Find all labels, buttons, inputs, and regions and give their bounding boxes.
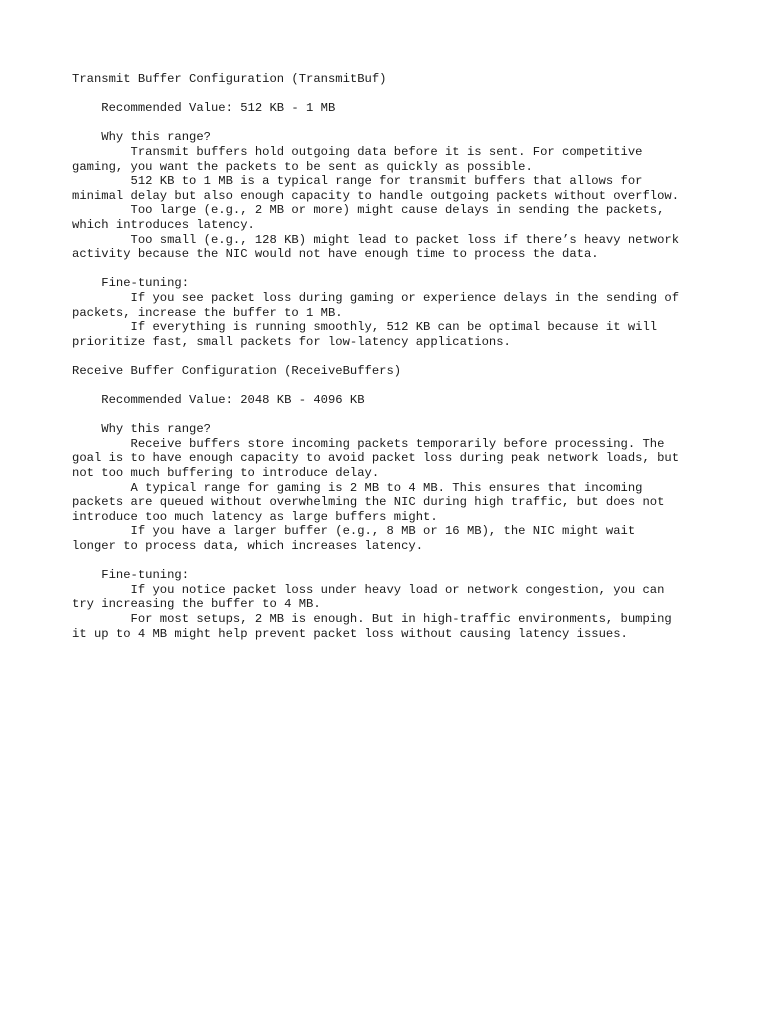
receive-why-line: not too much buffering to introduce delay. (72, 466, 380, 481)
transmit-why-heading: Why this range? (72, 130, 211, 145)
receive-why-line: If you have a larger buffer (e.g., 8 MB or 16 MB), the NIC might wait (72, 524, 636, 539)
receive-why-line: packets are queued without overwhelming the NIC during high traffic, but does not (72, 495, 665, 510)
spacer (72, 87, 712, 102)
receive-why-heading: Why this range? (72, 422, 211, 437)
receive-why-line: Receive buffers store incoming packets temporarily before processing. The (72, 436, 665, 451)
transmit-why-line: which introduces latency. (72, 217, 255, 232)
spacer (72, 116, 712, 131)
transmit-fine-tuning-line: If you see packet loss during gaming or experience delays in the sending of (72, 290, 680, 305)
receive-fine-tuning-line: it up to 4 MB might help prevent packet loss without causing latency issues. (72, 626, 628, 641)
receive-why-line: goal is to have enough capacity to avoid packet loss during peak network loads, but (72, 451, 680, 466)
receive-why-line: A typical range for gaming is 2 MB to 4 MB. This ensures that incoming (72, 480, 643, 495)
receive-recommended-value: Recommended Value: 2048 KB - 4096 KB (72, 393, 365, 408)
receive-why-line: introduce too much latency as large buffers might. (72, 509, 438, 524)
transmit-heading: Transmit Buffer Configuration (TransmitBuf) (72, 72, 387, 86)
document-page (72, 72, 712, 641)
receive-fine-tuning-line: try increasing the buffer to 4 MB. (72, 597, 321, 612)
spacer (72, 349, 712, 364)
transmit-why-line: gaming, you want the packets to be sent as quickly as possible. (72, 159, 533, 174)
spacer (72, 378, 712, 393)
transmit-why-line: Too small (e.g., 128 KB) might lead to packet loss if there’s heavy network (72, 232, 680, 247)
spacer (72, 554, 712, 569)
receive-fine-tuning-line: For most setups, 2 MB is enough. But in high-traffic environments, bumping (72, 611, 672, 626)
receive-fine-tuning-heading: Fine-tuning: (72, 568, 190, 583)
transmit-why-line: Transmit buffers hold outgoing data before it is sent. For competitive (72, 144, 643, 159)
transmit-why-line: Too large (e.g., 2 MB or more) might cause delays in sending the packets, (72, 203, 665, 218)
transmit-why-line: activity because the NIC would not have enough time to process the data. (72, 247, 599, 262)
spacer (72, 262, 712, 277)
transmit-why-line: minimal delay but also enough capacity to handle outgoing packets without overflow. (72, 188, 680, 203)
transmit-fine-tuning-line: prioritize fast, small packets for low-latency applications. (72, 334, 511, 349)
receive-why-line: longer to process data, which increases latency. (72, 539, 424, 553)
spacer (72, 408, 712, 423)
transmit-fine-tuning-heading: Fine-tuning: (72, 276, 190, 291)
transmit-why-line: 512 KB to 1 MB is a typical range for transmit buffers that allows for (72, 174, 643, 189)
receive-fine-tuning-line: If you notice packet loss under heavy load or network congestion, you can (72, 582, 665, 597)
transmit-fine-tuning-line: If everything is running smoothly, 512 KB can be optimal because it will (72, 320, 658, 335)
receive-heading: Receive Buffer Configuration (ReceiveBuffers) (72, 363, 402, 378)
transmit-recommended-value: Recommended Value: 512 KB - 1 MB (72, 101, 336, 116)
transmit-fine-tuning-line: packets, increase the buffer to 1 MB. (72, 305, 343, 320)
